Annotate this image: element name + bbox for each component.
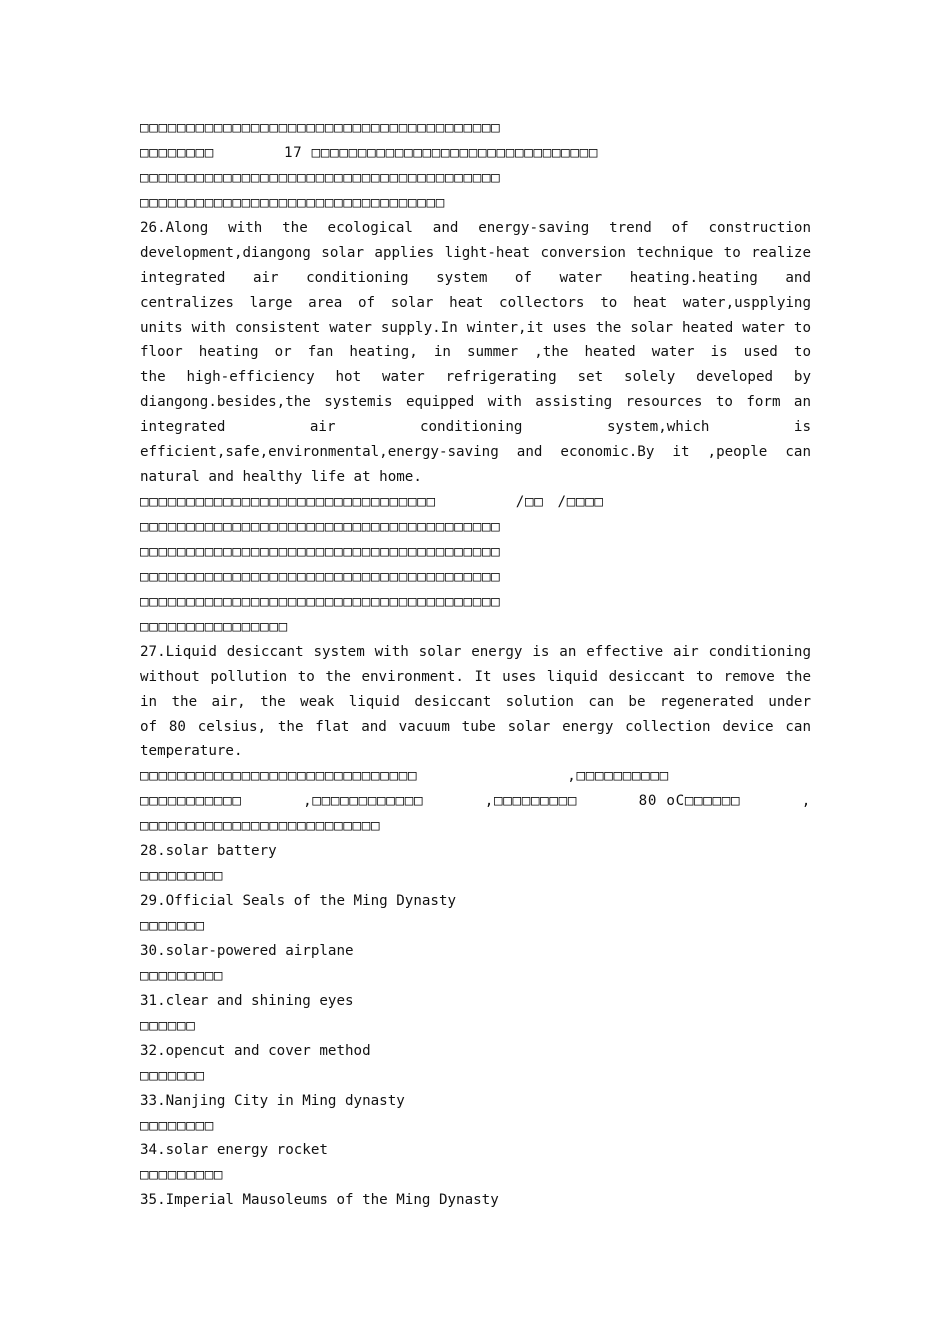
paragraph-line: development,diangong solar applies light-heat conversion technique to realize bbox=[140, 244, 811, 261]
paragraph-line: integrated air conditioning system,which is bbox=[140, 419, 811, 436]
paragraph-line: diangong.besides,the systemis equipped with assisting resources to form an bbox=[140, 394, 811, 411]
chinese-text-line: □□□□□□□□□□□□□□□□□□□□□□□□□□□□□□□□□□□□□□□ bbox=[140, 519, 501, 535]
chinese-text-line bbox=[140, 490, 811, 515]
chinese-text-line: □□□□□□□□□□□□□□□□□□□□□□□□□□□□□□□□□ bbox=[140, 194, 445, 211]
paragraph-line: 26.Along with the ecological and energy-saving trend of construction bbox=[140, 219, 811, 236]
chinese-text-line bbox=[140, 141, 811, 166]
chinese-text-line: □□□□□□□□□□□□□□□□□□□□□□□□□□□□□□□□□□□□□□□ bbox=[140, 593, 501, 610]
chinese-text-segment: , bbox=[801, 793, 811, 810]
term-item: 35.Imperial Mausoleums of the Ming Dynasty bbox=[140, 1192, 499, 1209]
paragraph-line: without pollution to the environment. It uses liquid desiccant to remove the bbox=[140, 668, 811, 685]
paragraph-last-line: temperature. bbox=[140, 743, 243, 760]
paragraph-27 bbox=[140, 640, 811, 765]
chinese-text-segment: □□□□□□□□□□□□□□□□□□□□□□□□□□□□□□ bbox=[140, 768, 418, 785]
paragraph-line: centralizes large area of solar heat collectors to heat water,uspplying bbox=[140, 294, 811, 311]
chinese-text-line: □□□□□□□□□□□□□□□□□□□□□□□□□□□□□□□□□□□□□□□ bbox=[140, 543, 501, 560]
term-translation: □□□□□□ bbox=[140, 1017, 196, 1034]
chinese-text-line: □□□□□□□□□□□□□□□□□□□□□□□□□□□□□□□□□□□□□□□ bbox=[140, 169, 501, 186]
chinese-text-line bbox=[140, 764, 811, 789]
term-item: 34.solar energy rocket bbox=[140, 1142, 328, 1159]
term-item: 31.clear and shining eyes bbox=[140, 992, 354, 1009]
chinese-text-segment: ,□□□□□□□□□ bbox=[484, 793, 578, 810]
term-translation: □□□□□□□□□ bbox=[140, 967, 224, 984]
paragraph-last-line: natural and healthy life at home. bbox=[140, 469, 422, 486]
chinese-text-segment: □□□□□□□□□□□ bbox=[140, 793, 242, 810]
chinese-text-line: □□□□□□□□□□□□□□□□□□□□□□□□□□□□□□□□□□□□□□□ bbox=[140, 568, 501, 585]
paragraph-line: efficient,safe,environmental,energy-saving and economic.By it ,people can bbox=[140, 444, 811, 461]
term-translation: □□□□□□□□ bbox=[140, 1117, 214, 1134]
term-translation: □□□□□□□□□ bbox=[140, 868, 224, 885]
document-page bbox=[140, 116, 811, 1213]
paragraph-line: in the air, the weak liquid desiccant solution can be regenerated under bbox=[140, 693, 811, 710]
chinese-text-line: □□□□□□□□□□□□□□□□□□□□□□□□□□□□□□□□□□□□□□□ bbox=[140, 120, 501, 136]
chinese-text-segment: 17 □□□□□□□□□□□□□□□□□□□□□□□□□□□□□□□ bbox=[283, 144, 599, 161]
term-item: 29.Official Seals of the Ming Dynasty bbox=[140, 893, 457, 910]
term-translation: □□□□□□□ bbox=[140, 1067, 205, 1084]
chinese-text-segment: ,□□□□□□□□□□ bbox=[567, 768, 669, 785]
chinese-text-segment: □□□□□□□□□□□□□□□□□□□□□□□□□□□□□□□□ bbox=[140, 494, 436, 511]
chinese-text-segment: /□□ bbox=[515, 494, 544, 511]
term-item: 30.solar-powered airplane bbox=[140, 942, 354, 959]
term-translation: □□□□□□□□□ bbox=[140, 1167, 224, 1184]
chinese-text-segment: /□□□□ bbox=[557, 494, 604, 511]
paragraph-line: 27.Liquid desiccant system with solar energy is an effective air conditioning bbox=[140, 643, 811, 660]
chinese-text-segment: □□□□□□□□ bbox=[140, 144, 214, 161]
term-item: 32.opencut and cover method bbox=[140, 1042, 371, 1059]
chinese-text-line bbox=[140, 789, 811, 814]
term-translation: □□□□□□□ bbox=[140, 918, 205, 934]
paragraph-line: units with consistent water supply.In winter,it uses the solar heated water to bbox=[140, 319, 811, 336]
paragraph-line: the high-efficiency hot water refrigerating set solely developed by bbox=[140, 369, 811, 386]
chinese-text-line: □□□□□□□□□□□□□□□□ bbox=[140, 618, 288, 635]
term-item: 33.Nanjing City in Ming dynasty bbox=[140, 1092, 405, 1109]
paragraph-26 bbox=[140, 216, 811, 490]
term-item: 28.solar battery bbox=[140, 843, 277, 860]
paragraph-line: of 80 celsius, the flat and vacuum tube solar energy collection device can bbox=[140, 718, 811, 735]
chinese-text-segment: ,□□□□□□□□□□□□ bbox=[303, 793, 424, 810]
chinese-text-line: □□□□□□□□□□□□□□□□□□□□□□□□□□ bbox=[140, 818, 381, 835]
paragraph-line: integrated air conditioning system of water heating.heating and bbox=[140, 269, 811, 286]
chinese-text-segment: 80 oC□□□□□□ bbox=[638, 793, 741, 810]
paragraph-line: floor heating or fan heating, in summer ,the heated water is used to bbox=[140, 344, 811, 361]
